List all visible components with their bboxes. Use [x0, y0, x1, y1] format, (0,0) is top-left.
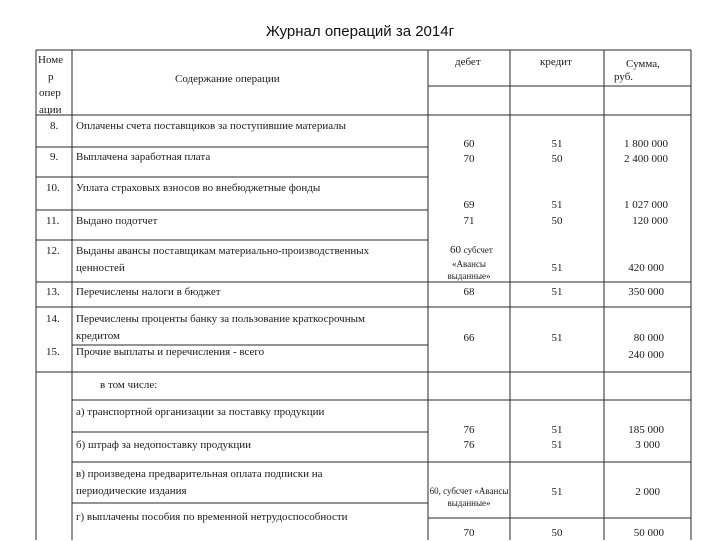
- operation-text: Оплачены счета поставщиков за поступившие материалы: [76, 120, 347, 132]
- debit-value: 66: [463, 332, 475, 344]
- header-number-line1: Номе: [38, 54, 64, 66]
- sum-value: 1 800 000: [624, 138, 668, 150]
- operation-text: в) произведена предварительная оплата подписки на: [76, 468, 323, 480]
- operation-text: Уплата страховых взносов во внебюджетные фонды: [76, 182, 321, 194]
- row-number: 11.: [46, 215, 60, 227]
- operation-text: периодические издания: [76, 485, 187, 497]
- sum-value: 2 400 000: [624, 153, 668, 165]
- sum-value: 350 000: [628, 286, 664, 298]
- debit-value: 76: [463, 439, 475, 451]
- debit-value: «Авансы: [452, 259, 486, 269]
- credit-value: 51: [551, 332, 563, 344]
- operation-text: Перечислены проценты банку за пользование краткосрочным: [76, 313, 365, 325]
- header-number-line2: р: [48, 71, 54, 83]
- debit-value: 70: [463, 527, 475, 539]
- row-number: 10.: [46, 182, 60, 194]
- sum-value: 80 000: [633, 332, 664, 344]
- operation-text: Выплачена заработная плата: [76, 151, 211, 163]
- debit-value: 60 субсчет: [450, 244, 493, 256]
- row-number: 15.: [46, 346, 60, 358]
- header-sum-line2: руб.: [614, 71, 634, 83]
- debit-value: 76: [463, 424, 475, 436]
- credit-value: 51: [551, 138, 563, 150]
- debit-value: выданные»: [447, 498, 491, 508]
- header-sum-line1: Сумма,: [626, 58, 660, 70]
- sum-value: 240 000: [628, 349, 664, 361]
- operation-text: Прочие выплаты и перечисления - всего: [76, 346, 265, 358]
- sum-value: 3 000: [635, 439, 660, 451]
- debit-value: выданные»: [447, 271, 491, 281]
- sum-value: 420 000: [628, 262, 664, 274]
- credit-value: 50: [551, 153, 563, 165]
- sum-value: 185 000: [628, 424, 664, 436]
- operation-text: Выданы авансы поставщикам материально-производственных: [76, 245, 370, 257]
- row-number: 8.: [50, 120, 59, 132]
- header-credit: кредит: [540, 56, 572, 68]
- operation-text: кредитом: [76, 330, 120, 342]
- row-number: 13.: [46, 286, 60, 298]
- operation-text: Перечислены налоги в бюджет: [76, 286, 221, 298]
- sum-value: 50 000: [633, 527, 664, 539]
- credit-value: 51: [551, 199, 563, 211]
- header-debit: дебет: [455, 56, 481, 68]
- credit-value: 51: [551, 262, 563, 274]
- debit-value: 68: [463, 286, 475, 298]
- operation-text: Выдано подотчет: [76, 215, 158, 227]
- credit-value: 51: [551, 439, 563, 451]
- credit-value: 51: [551, 286, 563, 298]
- debit-value: 69: [463, 199, 475, 211]
- header-content: Содержание операции: [175, 73, 280, 85]
- debit-value: 60, субсчет «Авансы: [429, 486, 509, 496]
- debit-value: 60: [463, 138, 475, 150]
- operation-text: ценностей: [76, 262, 125, 274]
- debit-value: 71: [463, 215, 475, 227]
- operation-text: в том числе:: [100, 379, 158, 391]
- debit-value: 70: [463, 153, 475, 165]
- credit-value: 50: [551, 527, 563, 539]
- credit-value: 51: [551, 486, 563, 498]
- row-number: 12.: [46, 245, 60, 257]
- sum-value: 120 000: [632, 215, 668, 227]
- operation-text: б) штраф за недопоставку продукции: [76, 439, 252, 451]
- row-number: 9.: [50, 151, 59, 163]
- header-number-line3: опер: [39, 87, 61, 99]
- operation-text: а) транспортной организации за поставку продукции: [76, 406, 325, 418]
- sum-value: 1 027 000: [624, 199, 668, 211]
- row-number: 14.: [46, 313, 60, 325]
- operation-text: г) выплачены пособия по временной нетрудоспособности: [76, 511, 348, 523]
- sum-value: 2 000: [635, 486, 660, 498]
- header-number-line4: ации: [39, 104, 62, 116]
- page-title: Журнал операций за 2014г: [265, 23, 455, 40]
- credit-value: 51: [551, 424, 563, 436]
- credit-value: 50: [551, 215, 563, 227]
